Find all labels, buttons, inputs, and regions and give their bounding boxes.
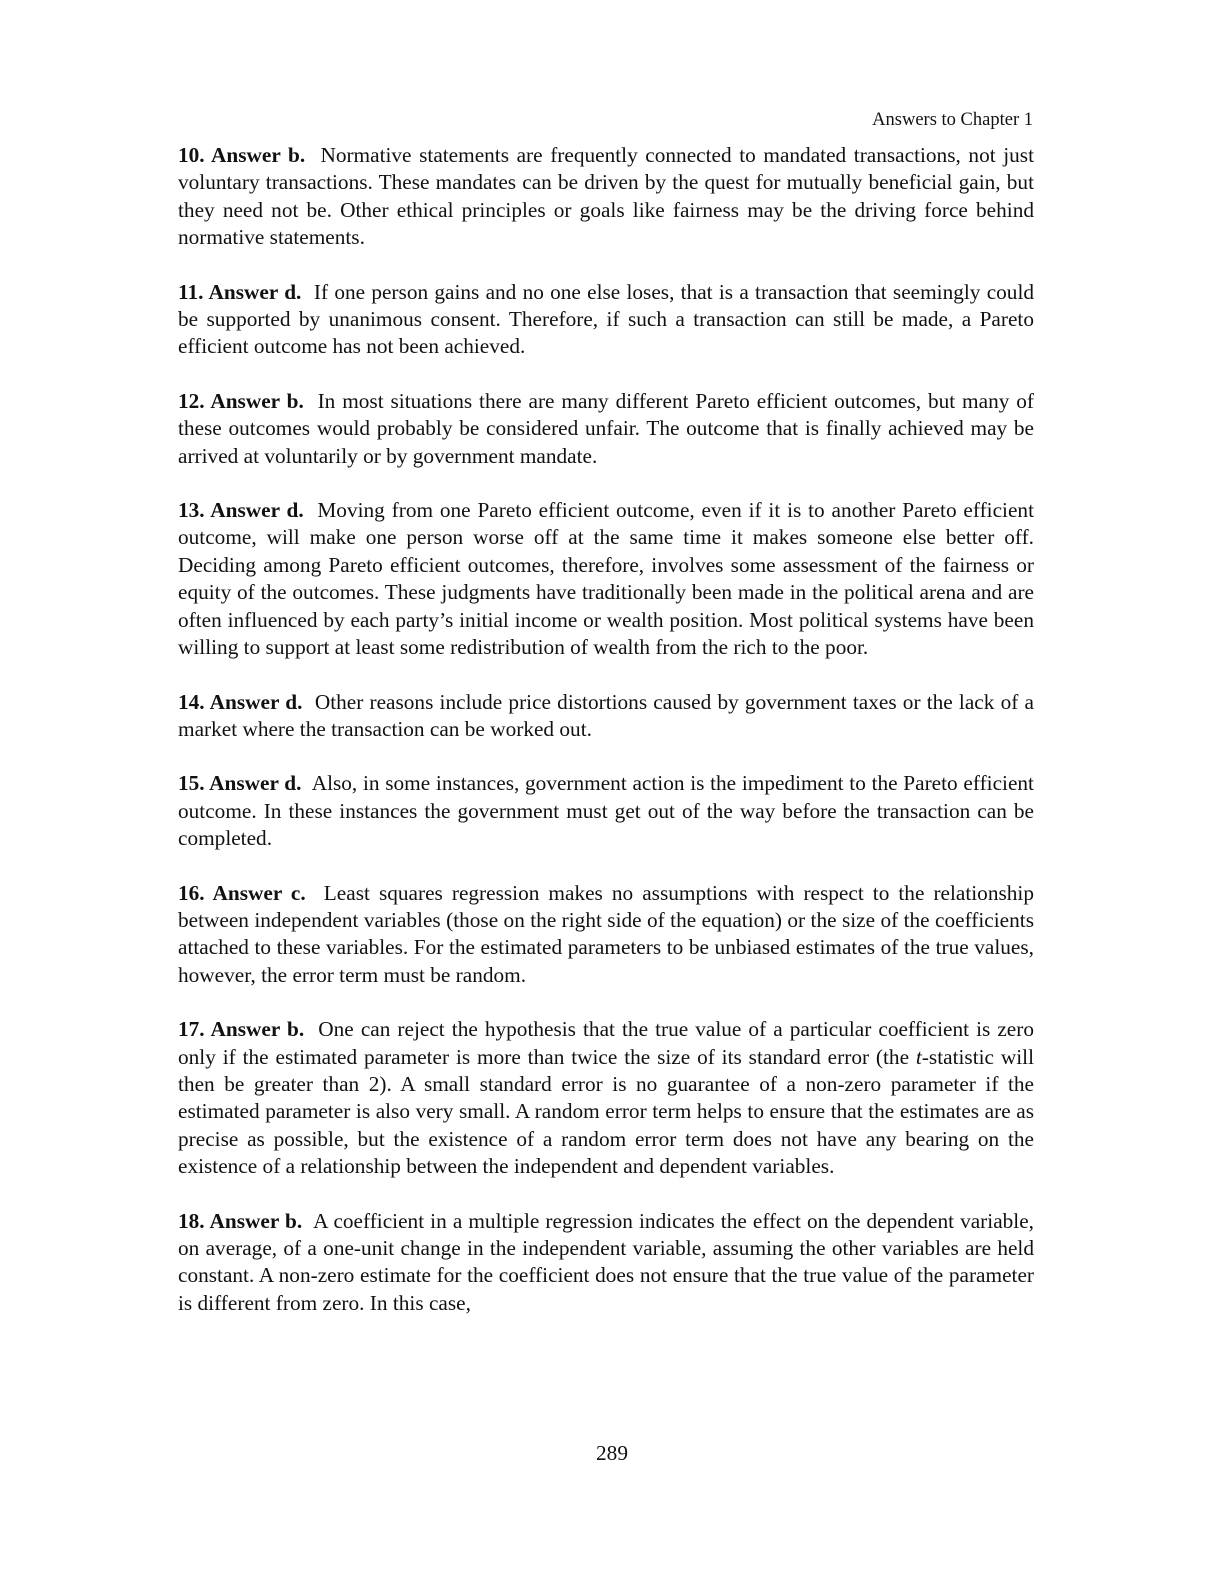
answer-text: -statistic will then be greater than 2). A small standard error is no guarantee of a non-zero parameter if the estimated parameter is also very small. A random error term helps to ensure that the estimates are as precise as possible, but the existence of a random error term does not have any bearing on the existence of a relationship between the independent and dependent variables.: [178, 1044, 1034, 1179]
answer-text: Normative statements are frequently connected to mandated transactions, not just voluntary transactions. These mandates can be driven by the quest for mutually beneficial gain, but they need not be. Other ethical principles or goals like fairness may be the driving force behind normative statements.: [178, 143, 1034, 250]
answer-label: 16. Answer c.: [178, 880, 306, 905]
answer-14: [178, 689, 1034, 744]
t-statistic-italic: t: [915, 1044, 922, 1069]
answer-13: [178, 497, 1034, 661]
answer-label: 15. Answer d.: [178, 771, 302, 796]
answer-label: 13. Answer d.: [178, 498, 304, 523]
answer-text: Other reasons include price distortions caused by government taxes or the lack of a market where the transaction can be worked out.: [178, 689, 1034, 741]
answer-text: A coefficient in a multiple regression indicates the effect on the dependent variable, on average, of a one-unit change in the independent variable, assuming the other variables are held constant. A non-zero estimate for the coefficient does not ensure that the true value of the parameter is different from zero. In this case,: [178, 1208, 1034, 1315]
answer-18: [178, 1208, 1034, 1318]
answer-text: Least squares regression makes no assumptions with respect to the relationship between independent variables (those on the right side of the equation) or the size of the coefficients attached to these variables. For the estimated parameters to be unbiased estimates of the true values, however, the error term must be random.: [178, 880, 1034, 987]
answer-label: 12. Answer b.: [178, 388, 304, 413]
answer-12: [178, 388, 1034, 470]
answer-text: One can reject the hypothesis that the true value of a particular coefficient is zero only if the estimated parameter is more than twice the size of its standard error (the: [178, 1017, 1035, 1069]
answer-text: Also, in some instances, government action is the impediment to the Pareto efficient outcome. In these instances the government must get out of the way before the transaction can be completed.: [178, 771, 1034, 851]
answer-17: [178, 1016, 1034, 1180]
answer-11: [178, 279, 1034, 361]
answer-15: [178, 770, 1034, 852]
answer-label: 10. Answer b.: [178, 143, 306, 167]
answer-label: 18. Answer b.: [178, 1208, 303, 1233]
answer-label: 17. Answer b.: [178, 1017, 305, 1042]
page-number: 289: [596, 1441, 628, 1465]
answer-label: 14. Answer d.: [178, 689, 303, 714]
answer-text: Moving from one Pareto efficient outcome, even if it is to another Pareto efficient outcome, will make one person worse off at the same time it makes someone else better off. Deciding among Pareto efficient outcomes, therefore, involves some assessment of the fairness or equity of the outcomes. These judgments have traditionally been made in the political arena and are often influenced by each party’s initial income or wealth position. Most political systems have been willing to support at least some redistribution of wealth from the rich to the poor.: [178, 498, 1034, 660]
answer-text: In most situations there are many different Pareto efficient outcomes, but many of these outcomes would probably be considered unfair. The outcome that is finally achieved may be arrived at voluntarily or by government mandate.: [178, 388, 1035, 468]
answer-10: [178, 142, 1034, 252]
answers-body: [178, 142, 1034, 1317]
answer-16: [178, 880, 1034, 990]
running-head: Answers to Chapter 1: [872, 110, 1033, 130]
answer-label: 11. Answer d.: [178, 279, 302, 304]
answer-text: If one person gains and no one else loses, that is a transaction that seemingly could be supported by unanimous consent. Therefore, if such a transaction can still be made, a Pareto efficient outcome has not been achieved.: [178, 279, 1035, 359]
